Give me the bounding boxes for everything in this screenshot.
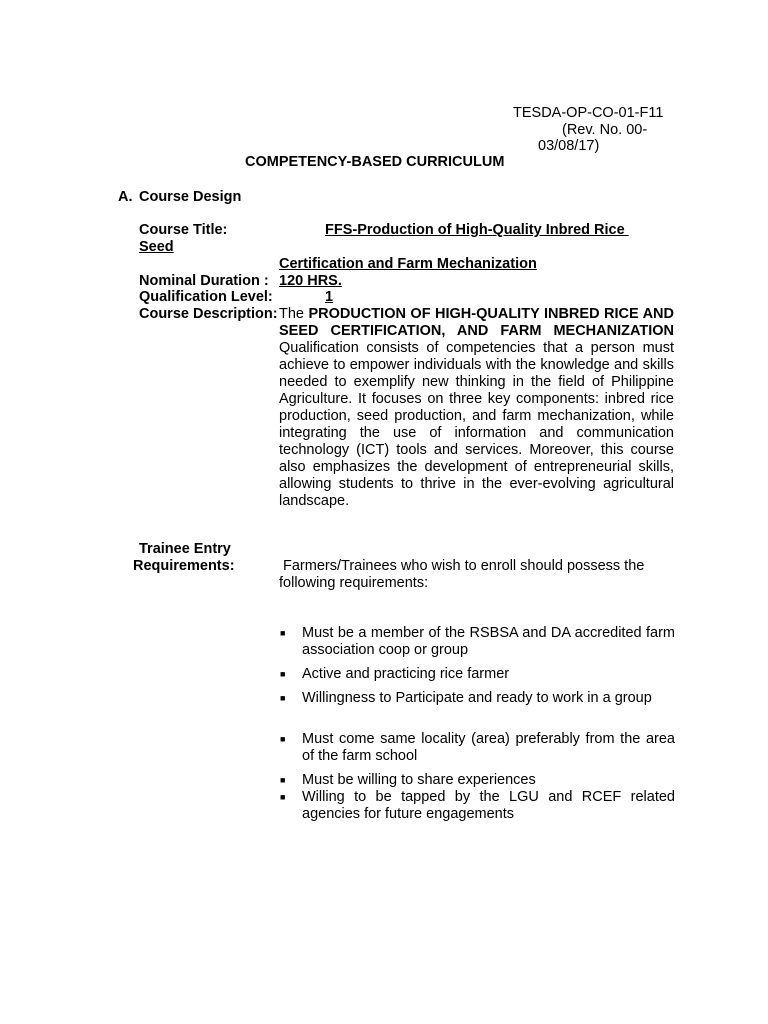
requirement-text: Active and practicing rice farmer (302, 666, 510, 682)
course-description-body: Qualification consists of competencies that a person must achieve to empower individuals with the knowledge and skills needed to exemplify new thinking in the field of Philippine Agriculture. It focuses on three key components: inbred rice production, seed production, and farm mechanization, while integrating the use of information and communication technology (ICT) tools and services. Moreover, this course also emphasizes the development of entrepreneurial skills, allowing students to thrive in the ever-evolving agricultural landscape. (279, 340, 674, 509)
nominal-duration-label: Nominal Duration : (139, 273, 269, 289)
course-description-label: Course Description: (139, 306, 278, 322)
course-title-label: Course Title: (139, 222, 228, 238)
qualification-name: PRODUCTION OF HIGH-QUALITY INBRED RICE AND SEED CERTIFICATION, AND FARM MECHANIZATION (279, 306, 675, 339)
nominal-duration-value: 120 HRS. (279, 273, 342, 289)
bullet-icon: ■ (280, 792, 286, 802)
course-title-value-line3: Certification and Farm Mechanization (279, 256, 537, 272)
bullet-icon: ■ (280, 734, 286, 744)
requirement-text: Willing to be tapped by the LGU and RCEF related agencies for future engagements (302, 789, 675, 822)
revision-number-line2: 03/08/17) (538, 138, 600, 154)
requirement-text: Willingness to Participate and ready to work in a group (302, 690, 652, 706)
bullet-icon: ■ (280, 669, 286, 679)
list-item (280, 690, 675, 707)
requirement-text: Must be a member of the RSBSA and DA accredited farm association coop or group (302, 625, 675, 658)
list-item (280, 625, 675, 659)
bullet-icon: ■ (280, 775, 286, 785)
list-item (280, 789, 675, 823)
trainee-entry-intro: Farmers/Trainees who wish to enroll should possess the following requirements: (279, 558, 645, 591)
trainee-entry-label-line1: Trainee Entry (139, 541, 231, 557)
qualification-level-value: 1 (325, 289, 334, 305)
requirement-text: Must be willing to share experiences (302, 772, 536, 788)
document-code: TESDA-OP-CO-01-F11 (513, 105, 664, 121)
course-description-lead: The (279, 306, 309, 322)
revision-number-line1: (Rev. No. 00- (562, 122, 648, 138)
requirement-text: Must come same locality (area) preferably from the area of the farm school (302, 731, 675, 764)
list-item (280, 731, 675, 765)
section-title: Course Design (139, 189, 242, 205)
course-description-text (279, 306, 674, 510)
qualification-level-label: Qualification Level: (139, 289, 273, 305)
section-letter: A. (118, 189, 133, 205)
bullet-icon: ■ (280, 693, 286, 703)
document-title: COMPETENCY-BASED CURRICULUM (245, 154, 505, 170)
bullet-icon: ■ (280, 628, 286, 638)
trainee-entry-label-line2: Requirements: (133, 558, 235, 574)
list-item (280, 772, 675, 789)
course-title-value-line2: Seed (139, 239, 174, 255)
list-item (280, 666, 675, 683)
course-title-value-line1: FFS-Production of High-Quality Inbred Rice (325, 222, 629, 238)
